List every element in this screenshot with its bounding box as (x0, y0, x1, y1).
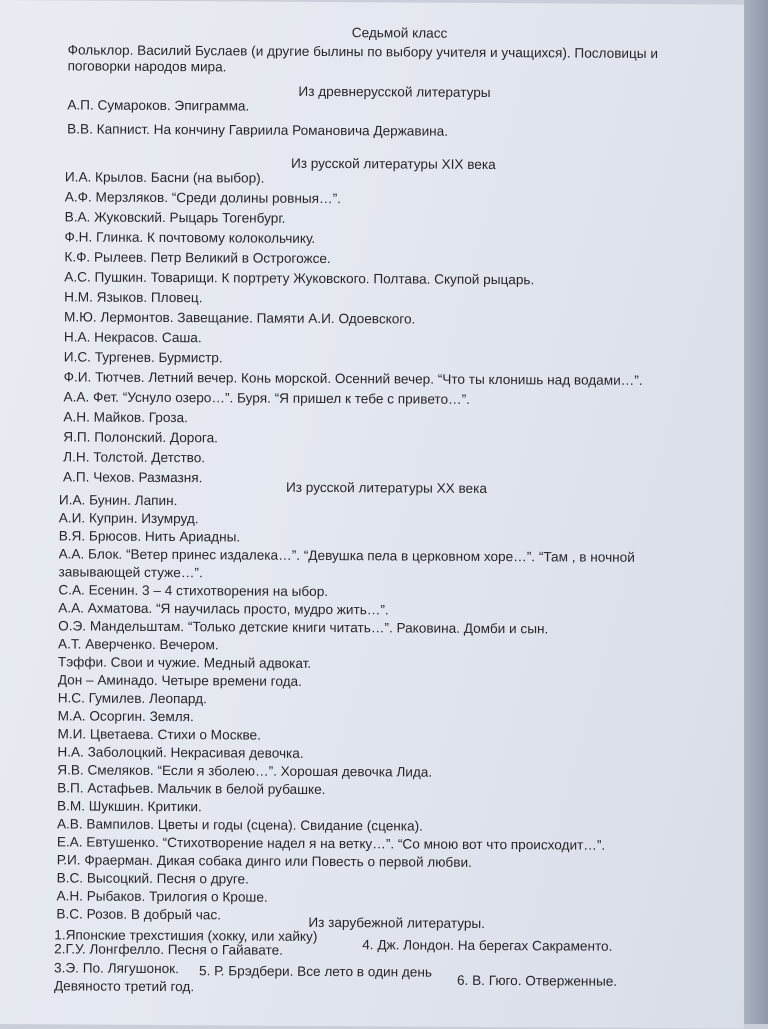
foreign-item: 3.Э. По. Лягушонок. (54, 960, 179, 977)
foreign-item: 6. В. Гюго. Отверженные. (456, 972, 618, 989)
list-item: В.В. Капнист. На кончину Гавриила Романовича Державина. (67, 121, 449, 139)
foreign-item: Девяносто третий год. (53, 978, 195, 995)
list-item: М.Ю. Лермонтов. Завещание. Памяти А.И. Одоевского. (64, 309, 416, 327)
list-item: А.А. Фет. “Уснуло озеро…”. Буря. “Я пришел к тебе с привето…”. (63, 389, 471, 407)
list-item: А.А. Ахматова. “Я научилась просто, мудро жить…”. (58, 600, 389, 618)
list-item: А.Ф. Мерзляков. “Среди долины ровныя…”. (64, 189, 341, 207)
list-item: А.Т. Аверченко. Вечером. (58, 636, 219, 653)
section-heading: Из древнерусской литературы (298, 83, 491, 100)
foreign-item: 4. Дж. Лондон. На берегах Сакраменто. (362, 937, 613, 954)
list-item: Ф.Н. Глинка. К почтовому колокольчику. (64, 229, 316, 246)
list-item: В.А. Жуковский. Рыцарь Тогенбург. (64, 209, 286, 226)
foreign-item: 2.Г.У. Лонгфелло. Песня о Гайавате. (54, 941, 283, 958)
list-item: В.Я. Брюсов. Нить Ариадны. (58, 528, 241, 545)
intro-line: Фольклор. Василий Буслаев (и другие былины по выбору учителя и учащихся). Пословицы и (67, 42, 659, 62)
list-item: А.А. Блок. “Ветер принес издалека…”. “Девушка пела в церковном хоре…”. “Там , в ночной (58, 546, 635, 565)
list-item: М.И. Цветаева. Стихи о Москве. (57, 726, 261, 743)
list-item: И.С. Тургенев. Бурмистр. (63, 349, 223, 366)
list-item: Е.А. Евтушенко. “Стихотворение надел я на ветку…”. “Со мною вот что происходит…”. (56, 834, 606, 853)
list-item: Ф.И. Тютчев. Летний вечер. Конь морской. Осенний вечер. “Что ты клонишь над водами…”. (63, 369, 643, 388)
list-item: А.Н. Рыбаков. Трилогия о Кроше. (56, 888, 268, 905)
section-heading: Из зарубежной литературы. (308, 914, 486, 931)
list-item: Н.А. Некрасов. Саша. (63, 329, 202, 346)
document-title: Седьмой класс (351, 25, 448, 41)
list-item: Л.Н. Толстой. Детство. (63, 449, 206, 466)
list-item: И.А. Бунин. Лапин. (58, 492, 178, 509)
list-item: И.А. Крылов. Басни (на выбор). (64, 169, 265, 186)
list-item: А.П. Чехов. Размазня. (63, 469, 203, 486)
list-item: А.И. Куприн. Изумруд. (58, 510, 199, 527)
list-item: В.С. Высоцкий. Песня о друге. (56, 870, 249, 887)
paper-edge-shadow (744, 0, 768, 1024)
foreign-item: 5. Р. Брэдбери. Все лето в один день (199, 963, 433, 980)
list-item: А.Н. Майков. Гроза. (63, 409, 188, 426)
list-item: Тэффи. Свои и чужие. Медный адвокат. (57, 654, 312, 671)
list-item: Дон – Аминадо. Четыре времени года. (57, 672, 302, 689)
list-item: А.П. Сумароков. Эпиграмма. (67, 97, 250, 114)
section-heading: Из русской литературы XIX века (290, 155, 496, 173)
list-item: А.В. Вампилов. Цветы и годы (сцена). Свидание (сценка). (56, 816, 423, 834)
list-item: К.Ф. Рылеев. Петр Великий в Острогожсе. (64, 249, 331, 267)
list-item: Р.И. Фраерман. Дикая собака динго или Повесть о первой любви. (56, 852, 472, 870)
list-item: В.П. Астафьев. Мальчик в белой рубашке. (57, 780, 326, 798)
list-item: В.М. Шукшин. Критики. (57, 798, 202, 815)
list-item: Н.М. Языков. Пловец. (64, 289, 203, 306)
list-item: В.С. Розов. В добрый час. (56, 906, 222, 923)
list-item: С.А. Есенин. 3 – 4 стихотворения на ыбор. (58, 582, 329, 600)
list-item: Я.В. Смеляков. “Если я зболею…”. Хорошая девочка Лида. (57, 762, 433, 780)
list-item: Н.А. Заболоцкий. Некрасивая девочка. (57, 744, 304, 761)
list-item: А.С. Пушкин. Товарищи. К портрету Жуковского. Полтава. Скупой рыцарь. (64, 269, 535, 288)
list-item: Н.С. Гумилев. Леопард. (57, 690, 207, 707)
section-heading: Из русской литературы XX века (285, 479, 487, 496)
foreign-item: 1.Японские трехстишия (хокку, или хайку) (54, 927, 318, 944)
list-item: Я.П. Полонский. Дорога. (63, 429, 219, 446)
list-item: О.Э. Мандельштам. “Только детские книги читать…”. Раковина. Домби и сын. (58, 618, 549, 637)
intro-line: поговорки народов мира. (67, 58, 227, 75)
list-item: М.А. Осоргин. Земля. (57, 708, 194, 725)
list-item: завывающей стуже…”. (58, 564, 203, 581)
